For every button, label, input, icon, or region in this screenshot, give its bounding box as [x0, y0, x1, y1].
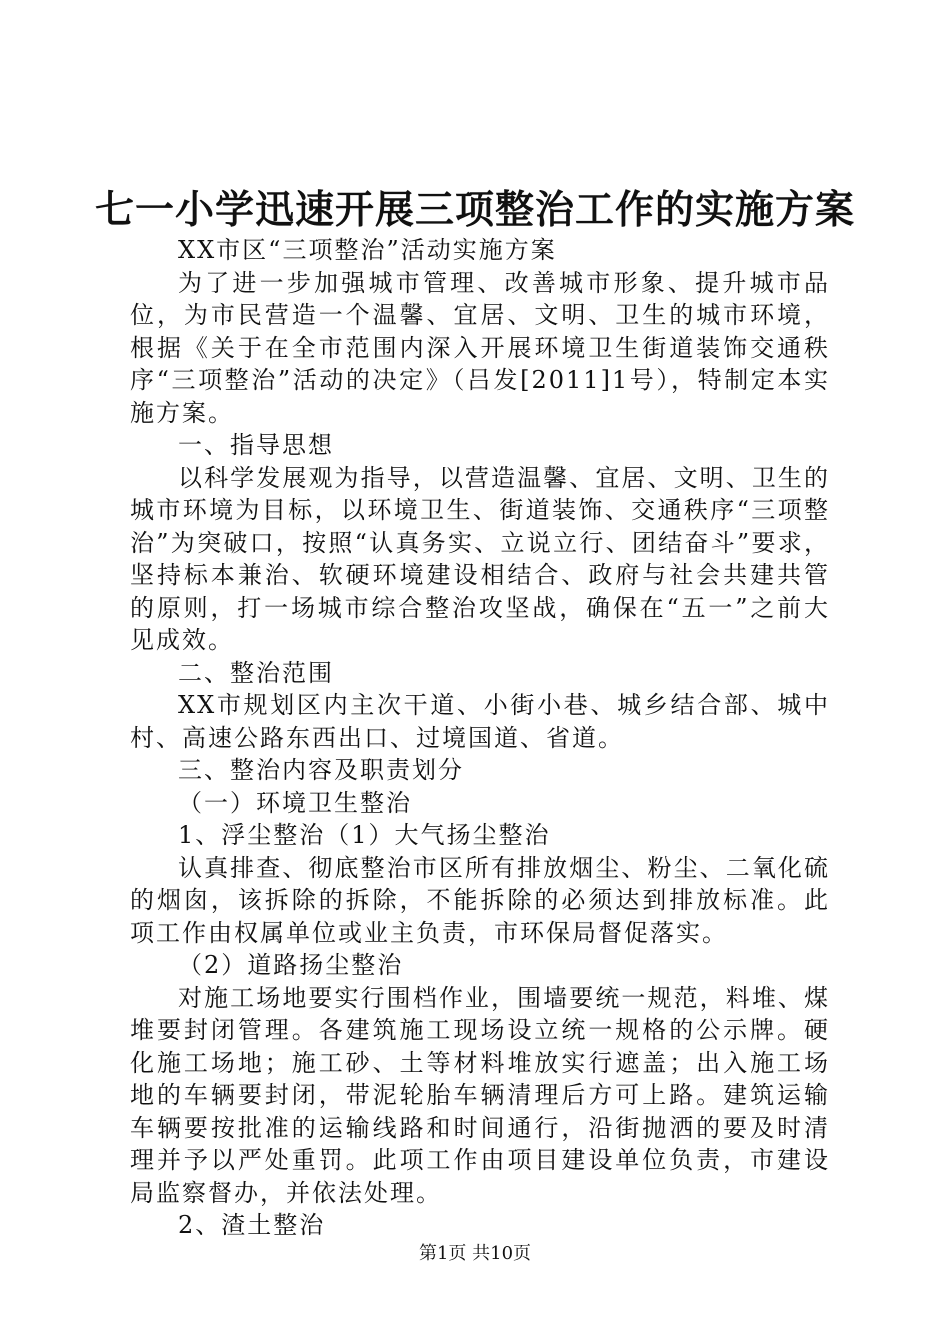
road-dust-paragraph: 对施工场地要实行围档作业，围墙要统一规范，料堆、煤堆要封闭管理。各建筑施工现场设立统一规格的公示牌。硬化施工场地；施工砂、土等材料堆放实行遮盖；出入施工场地的车辆要封闭，带泥轮胎车辆清理后方可上路。建筑运输车辆要按批准的运输线路和时间通行，沿街抛洒的要及时清理并予以严处重罚。此项工作由项目建设单位负责，市建设局监察督办，并依法处理。 [130, 983, 830, 1207]
section-heading-content: 三、整治内容及职责划分 [178, 756, 464, 784]
section-heading-guiding-thought: 一、指导思想 [178, 431, 334, 459]
item-heading-muck: 2、渣土整治 [178, 1211, 326, 1239]
subtitle-paragraph: XX市区“三项整治”活动实施方案 [178, 236, 557, 264]
guiding-thought-paragraph: 以科学发展观为指导，以营造温馨、宜居、文明、卫生的城市环境为目标，以环境卫生、街道装饰、交通秩序“三项整治”为突破口，按照“认真务实、立说立行、团结奋斗”要求，坚持标本兼治、软硬环境建设相结合、政府与社会共建共管的原则，打一场城市综合整治攻坚战，确保在“五一”之前大见成效。 [130, 463, 830, 654]
document-body [130, 234, 830, 1242]
subsection-heading-sanitation: （一）环境卫生整治 [178, 788, 412, 817]
air-dust-paragraph: 认真排查、彻底整治市区所有排放烟尘、粉尘、二氧化硫的烟囱，该拆除的拆除，不能拆除的必须达到排放标准。此项工作由权属单位或业主负责，市环保局督促落实。 [130, 853, 830, 947]
item-heading-road-dust: （2）道路扬尘整治 [178, 951, 404, 979]
item-heading-dust: 1、浮尘整治（1）大气扬尘整治 [178, 821, 551, 849]
document-title: 七一小学迅速开展三项整治工作的实施方案 [94, 187, 855, 233]
page-number-footer: 第1页 共10页 [418, 1243, 532, 1264]
section-heading-scope: 二、整治范围 [178, 658, 334, 687]
intro-paragraph: 为了进一步加强城市管理、改善城市形象、提升城市品位，为市民营造一个温馨、宜居、文明、卫生的城市环境，根据《关于在全市范围内深入开展环境卫生街道装饰交通秩序“三项整治”活动的决定》（吕发[2011]1号），特制定本实施方案。 [130, 268, 830, 427]
scope-paragraph: XX市规划区内主次干道、小街小巷、城乡结合部、城中村、高速公路东西出口、过境国道、省道。 [130, 691, 830, 752]
